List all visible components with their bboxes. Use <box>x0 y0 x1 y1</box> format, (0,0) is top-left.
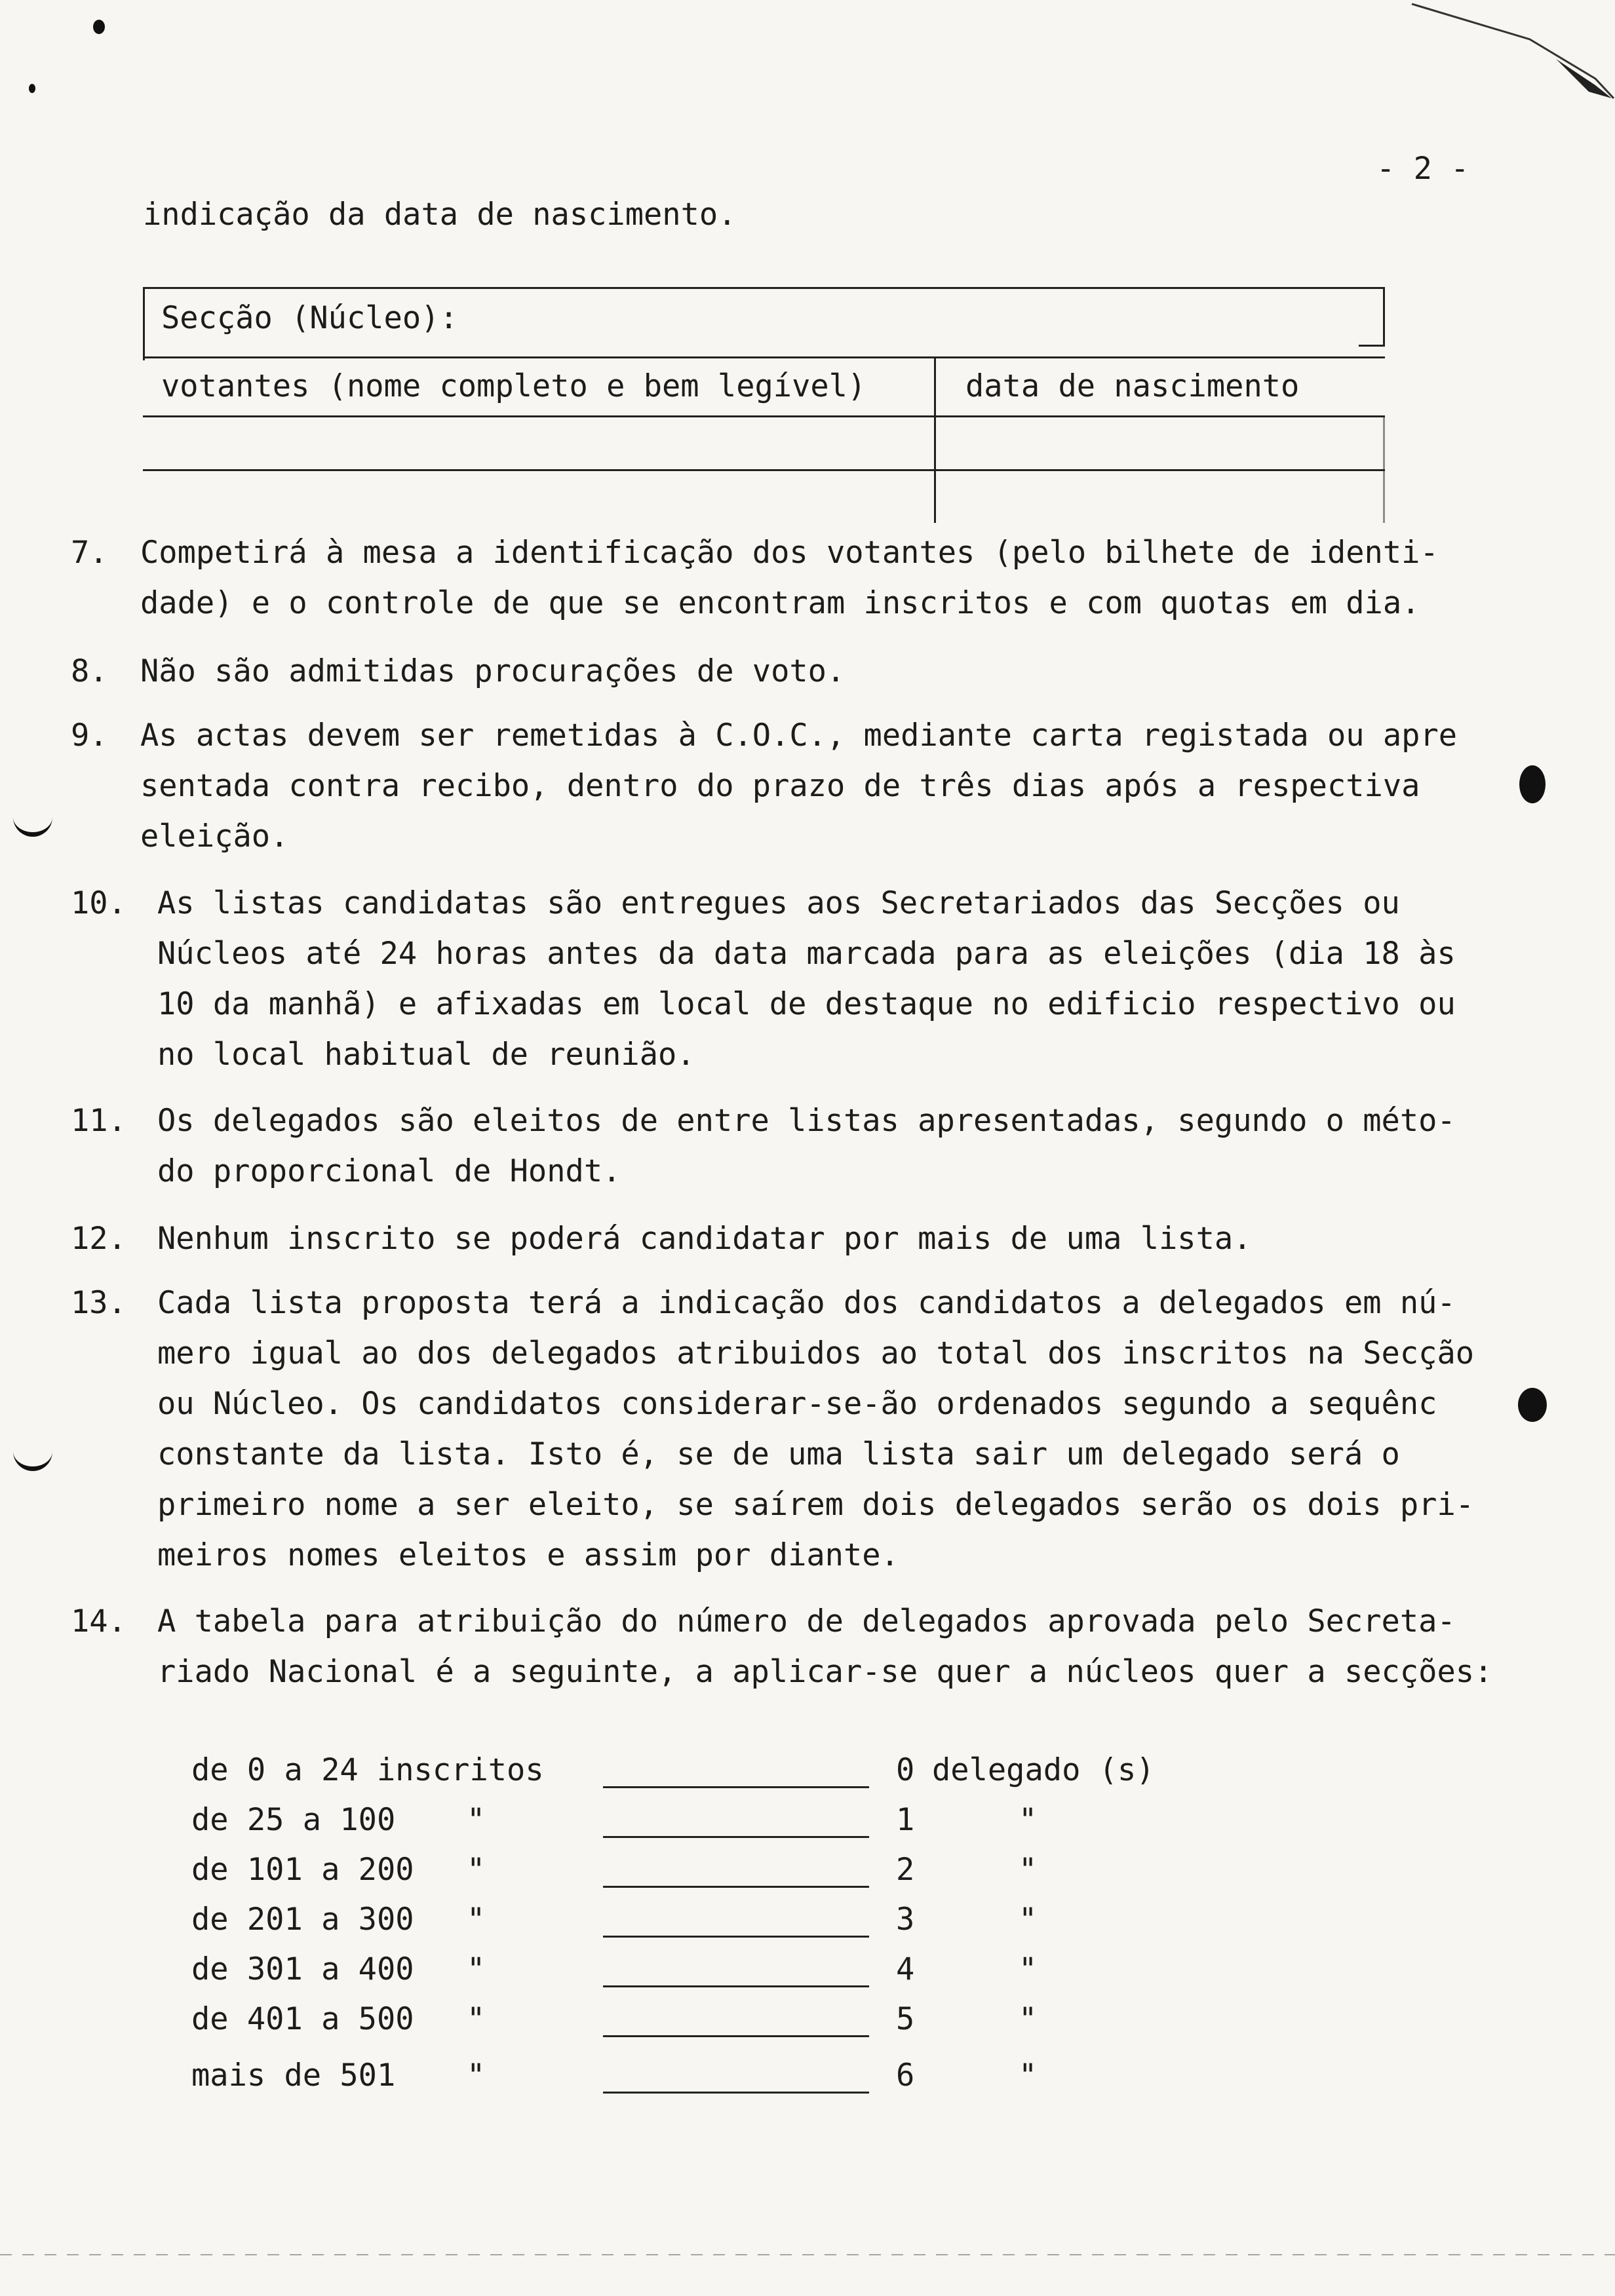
delegate-count: 5 <box>896 2001 915 2037</box>
item-number: 14. <box>71 1603 126 1639</box>
range-label: de 201 a 300 <box>191 1902 414 1938</box>
page-number: - 2 - <box>1376 151 1469 187</box>
range-label: de 25 a 100 <box>191 1802 396 1838</box>
ditto-mark: " <box>467 1902 486 1938</box>
range-label: de 101 a 200 <box>191 1852 414 1888</box>
ditto-mark: " <box>467 2057 486 2094</box>
delegate-count: 3 <box>896 1902 915 1938</box>
ditto-mark: " <box>467 1951 486 1987</box>
item-number: 13. <box>71 1285 126 1321</box>
scan-blot <box>1518 1388 1547 1422</box>
leader-rule <box>603 1936 869 1938</box>
item-text-line: do proporcional de Hondt. <box>157 1153 621 1189</box>
item-number: 9. <box>71 718 108 754</box>
column-header-voters: votantes (nome completo e bem legível) <box>161 368 866 404</box>
voter-form-table <box>143 287 1385 523</box>
delegate-count: 6 <box>896 2057 915 2094</box>
item-text-line: Nenhum inscrito se poderá candidatar por mais de uma lista. <box>157 1221 1252 1257</box>
item-number: 7. <box>71 535 108 571</box>
item-text-line: riado Nacional é a seguinte, a aplicar-se quer a núcleos quer a secções: <box>157 1654 1493 1690</box>
scan-dot <box>93 20 105 34</box>
ditto-mark: " <box>1019 1802 1038 1838</box>
delegate-unit: delegado (s) <box>932 1752 1155 1788</box>
ditto-mark: " <box>1019 1902 1038 1938</box>
item-text-line: ou Núcleo. Os candidatos considerar-se-ão ordenados segundo a sequênc <box>157 1386 1437 1422</box>
item-text-line: constante da lista. Isto é, se de uma lista sair um delegado será o <box>157 1436 1400 1472</box>
range-label: de 301 a 400 <box>191 1951 414 1987</box>
ditto-mark: " <box>467 2001 486 2037</box>
leader-rule <box>603 1886 869 1888</box>
item-number: 12. <box>71 1221 126 1257</box>
delegate-count: 0 <box>896 1752 915 1788</box>
item-text-line: Não são admitidas procurações de voto. <box>140 653 846 689</box>
item-text-line: As actas devem ser remetidas à C.O.C., mediante carta registada ou apre <box>140 718 1458 754</box>
ditto-mark: " <box>467 1852 486 1888</box>
punch-hole-mark <box>13 813 52 837</box>
delegate-count: 2 <box>896 1852 915 1888</box>
leader-rule <box>603 1836 869 1838</box>
item-text-line: mero igual ao dos delegados atribuidos ao total dos inscritos na Secção <box>157 1335 1475 1371</box>
page-corner-mark <box>1399 0 1615 111</box>
item-text-line: A tabela para atribuição do número de delegados aprovada pelo Secreta- <box>157 1603 1456 1639</box>
page-bottom-edge <box>0 2254 1615 2255</box>
ditto-mark: " <box>1019 2001 1038 2037</box>
item-text-line: Núcleos até 24 horas antes da data marcada para as eleições (dia 18 às <box>157 936 1456 972</box>
range-label: mais de 501 <box>191 2057 396 2094</box>
leader-rule <box>603 2035 869 2037</box>
range-label: de 401 a 500 <box>191 2001 414 2037</box>
item-text-line: 10 da manhã) e afixadas em local de destaque no edificio respectivo ou <box>157 986 1456 1022</box>
item-number: 8. <box>71 653 108 689</box>
delegate-count: 1 <box>896 1802 915 1838</box>
range-label: de 0 a 24 inscritos <box>191 1752 544 1788</box>
leader-rule <box>603 2092 869 2094</box>
column-header-birth-date: data de nascimento <box>965 368 1300 404</box>
item-text-line: no local habitual de reunião. <box>157 1037 695 1073</box>
item-text-line: As listas candidatas são entregues aos Secretariados das Secções ou <box>157 885 1400 921</box>
leader-rule <box>603 1786 869 1788</box>
leader-rule <box>603 1985 869 1987</box>
item-text-line: Competirá à mesa a identificação dos votantes (pelo bilhete de identi- <box>140 535 1439 571</box>
ditto-mark: " <box>1019 1852 1038 1888</box>
section-label: Secção (Núcleo): <box>161 300 458 336</box>
scan-dot <box>29 84 35 93</box>
item-text-line: meiros nomes eleitos e assim por diante. <box>157 1537 899 1573</box>
item-text-line: eleição. <box>140 818 289 854</box>
ditto-mark: " <box>467 1802 486 1838</box>
punch-hole-mark <box>13 1447 52 1471</box>
intro-text: indicação da data de nascimento. <box>143 197 737 233</box>
item-text-line: sentada contra recibo, dentro do prazo de três dias após a respectiva <box>140 768 1420 804</box>
item-text-line: primeiro nome a ser eleito, se saírem dois delegados serão os dois pri- <box>157 1487 1475 1523</box>
scan-blot <box>1519 765 1546 803</box>
ditto-mark: " <box>1019 1951 1038 1987</box>
item-text-line: Cada lista proposta terá a indicação dos candidatos a delegados em nú- <box>157 1285 1456 1321</box>
delegate-count: 4 <box>896 1951 915 1987</box>
item-number: 10. <box>71 885 126 921</box>
item-text-line: dade) e o controle de que se encontram inscritos e com quotas em dia. <box>140 585 1420 621</box>
item-text-line: Os delegados são eleitos de entre listas apresentadas, segundo o méto- <box>157 1103 1456 1139</box>
item-number: 11. <box>71 1103 126 1139</box>
ditto-mark: " <box>1019 2057 1038 2094</box>
